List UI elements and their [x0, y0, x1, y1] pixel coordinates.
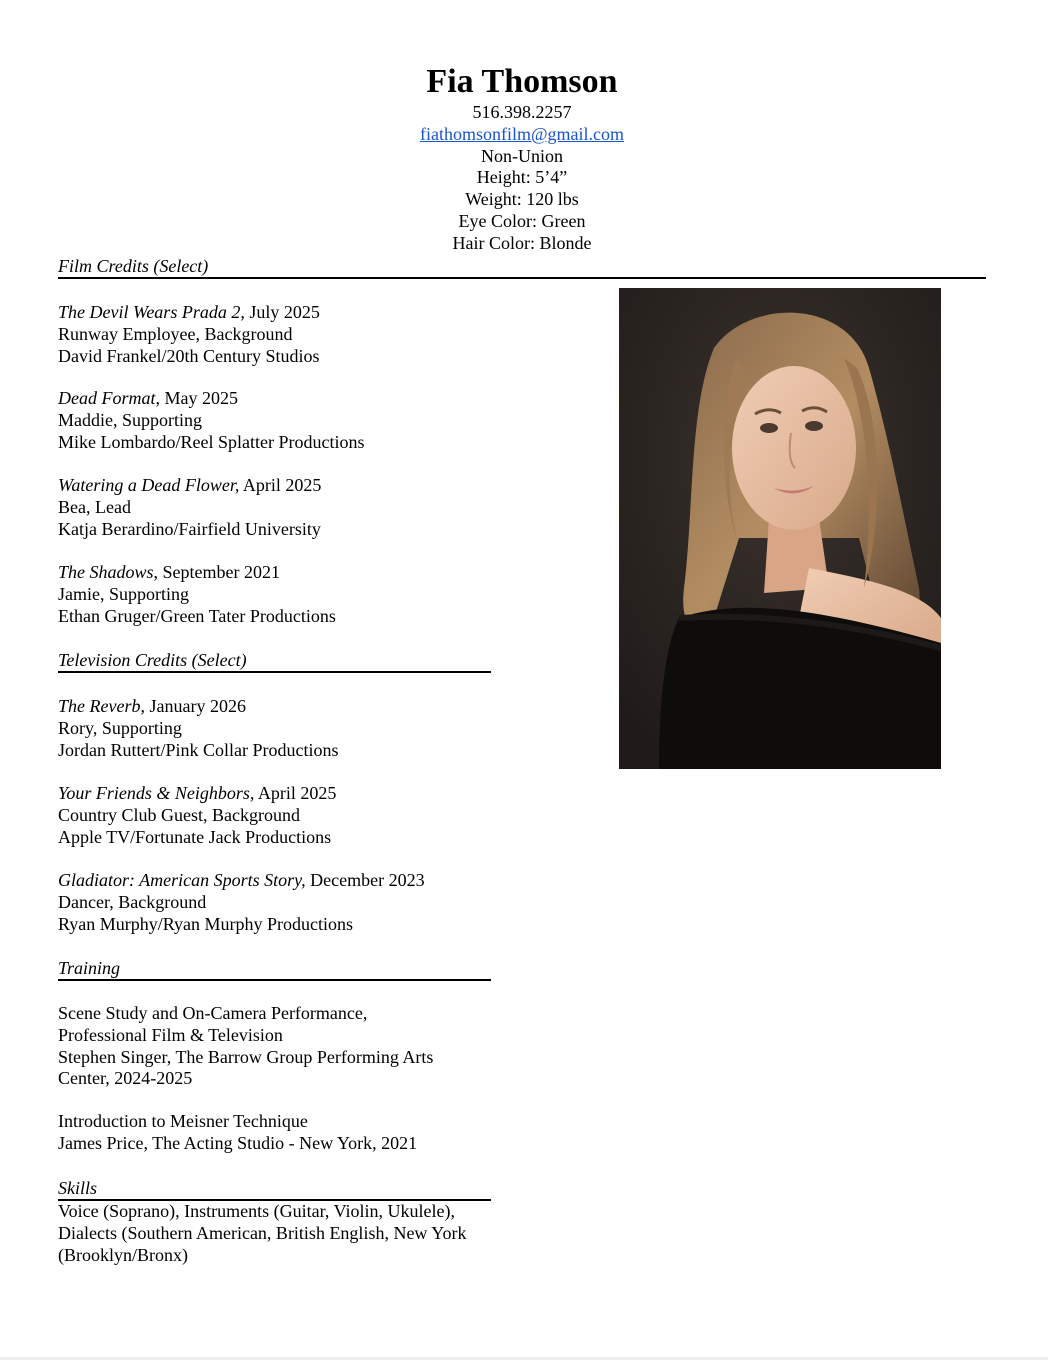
skills-line: Voice (Soprano), Instruments (Guitar, Violin, Ukulele), [58, 1201, 455, 1221]
film-credit [58, 475, 518, 540]
height-stat: Height: 5’4” [476, 167, 568, 188]
credit-role: Runway Employee, Background [58, 323, 293, 344]
credit-role: Maddie, Supporting [58, 409, 202, 430]
tv-credits-heading: Television Credits (Select) [58, 649, 491, 673]
training-instructor: James Price, The Acting Studio - New York, 2021 [58, 1132, 418, 1153]
credit-title: Watering a Dead Flower, [58, 475, 240, 495]
credit-date: , July 2025 [240, 302, 320, 322]
credit-role: Dancer, Background [58, 891, 207, 912]
eye-color-stat: Eye Color: Green [458, 210, 586, 231]
credit-date: December 2023 [305, 870, 425, 890]
credit-date: , May 2025 [155, 388, 238, 408]
credit-director: Ryan Murphy/Ryan Murphy Productions [58, 913, 354, 934]
credit-role: Jamie, Supporting [58, 583, 189, 604]
training-course: Scene Study and On-Camera Performance, [58, 1003, 368, 1023]
credit-director: David Frankel/20th Century Studios [58, 345, 320, 366]
credit-director: Katja Berardino/Fairfield University [58, 518, 321, 539]
credit-date: April 2025 [254, 783, 337, 803]
training-entry [58, 1003, 518, 1090]
credit-date: April 2025 [239, 475, 322, 495]
training-course-detail: Professional Film & Television [58, 1024, 283, 1045]
credit-date: , September 2021 [153, 562, 280, 582]
film-credit [58, 302, 518, 367]
training-instructor: Stephen Singer, The Barrow Group Performing Arts [58, 1046, 434, 1067]
credit-director: Ethan Gruger/Green Tater Productions [58, 605, 336, 626]
credit-director: Mike Lombardo/Reel Splatter Productions [58, 431, 365, 452]
credit-director: Apple TV/Fortunate Jack Productions [58, 826, 332, 847]
credit-director: Jordan Ruttert/Pink Collar Productions [58, 739, 339, 760]
film-credit [58, 562, 518, 627]
skills-line: Dialects (Southern American, British English, New York [58, 1222, 467, 1243]
weight-stat: Weight: 120 lbs [465, 189, 579, 210]
credit-title: The Reverb, [58, 696, 145, 716]
training-instructor-detail: Center, 2024-2025 [58, 1068, 193, 1089]
credit-title: The Devil Wears Prada 2 [58, 302, 241, 322]
training-course: Introduction to Meisner Technique [58, 1111, 308, 1131]
credit-role: Country Club Guest, Background [58, 804, 300, 825]
email-link[interactable]: fiathomsonfilm@gmail.com [419, 123, 625, 144]
tv-credit [58, 783, 518, 848]
film-credit [58, 388, 518, 453]
tv-credit [58, 696, 518, 761]
training-entry [58, 1111, 518, 1155]
credit-title: Your Friends & Neighbors, [58, 783, 255, 803]
skills-line: (Brooklyn/Bronx) [58, 1244, 188, 1265]
phone-number: 516.398.2257 [472, 102, 572, 122]
union-status: Non-Union [481, 145, 563, 166]
credit-title: The Shadows [58, 562, 154, 582]
actor-name: Fia Thomson [426, 63, 618, 100]
headshot-photo [619, 288, 941, 769]
skills-list [58, 1201, 518, 1266]
credit-title: Dead Format [58, 388, 156, 408]
training-heading: Training [58, 957, 491, 981]
credit-date: January 2026 [144, 696, 246, 716]
tv-credit [58, 870, 518, 935]
credit-title: Gladiator: American Sports Story, [58, 870, 306, 890]
skills-heading: Skills [58, 1177, 491, 1201]
resume-header [0, 62, 1044, 255]
film-credits-heading: Film Credits (Select) [58, 255, 986, 279]
hair-color-stat: Hair Color: Blonde [452, 232, 592, 253]
credit-role: Bea, Lead [58, 496, 131, 517]
credit-role: Rory, Supporting [58, 717, 182, 738]
headshot-illustration [619, 288, 941, 769]
